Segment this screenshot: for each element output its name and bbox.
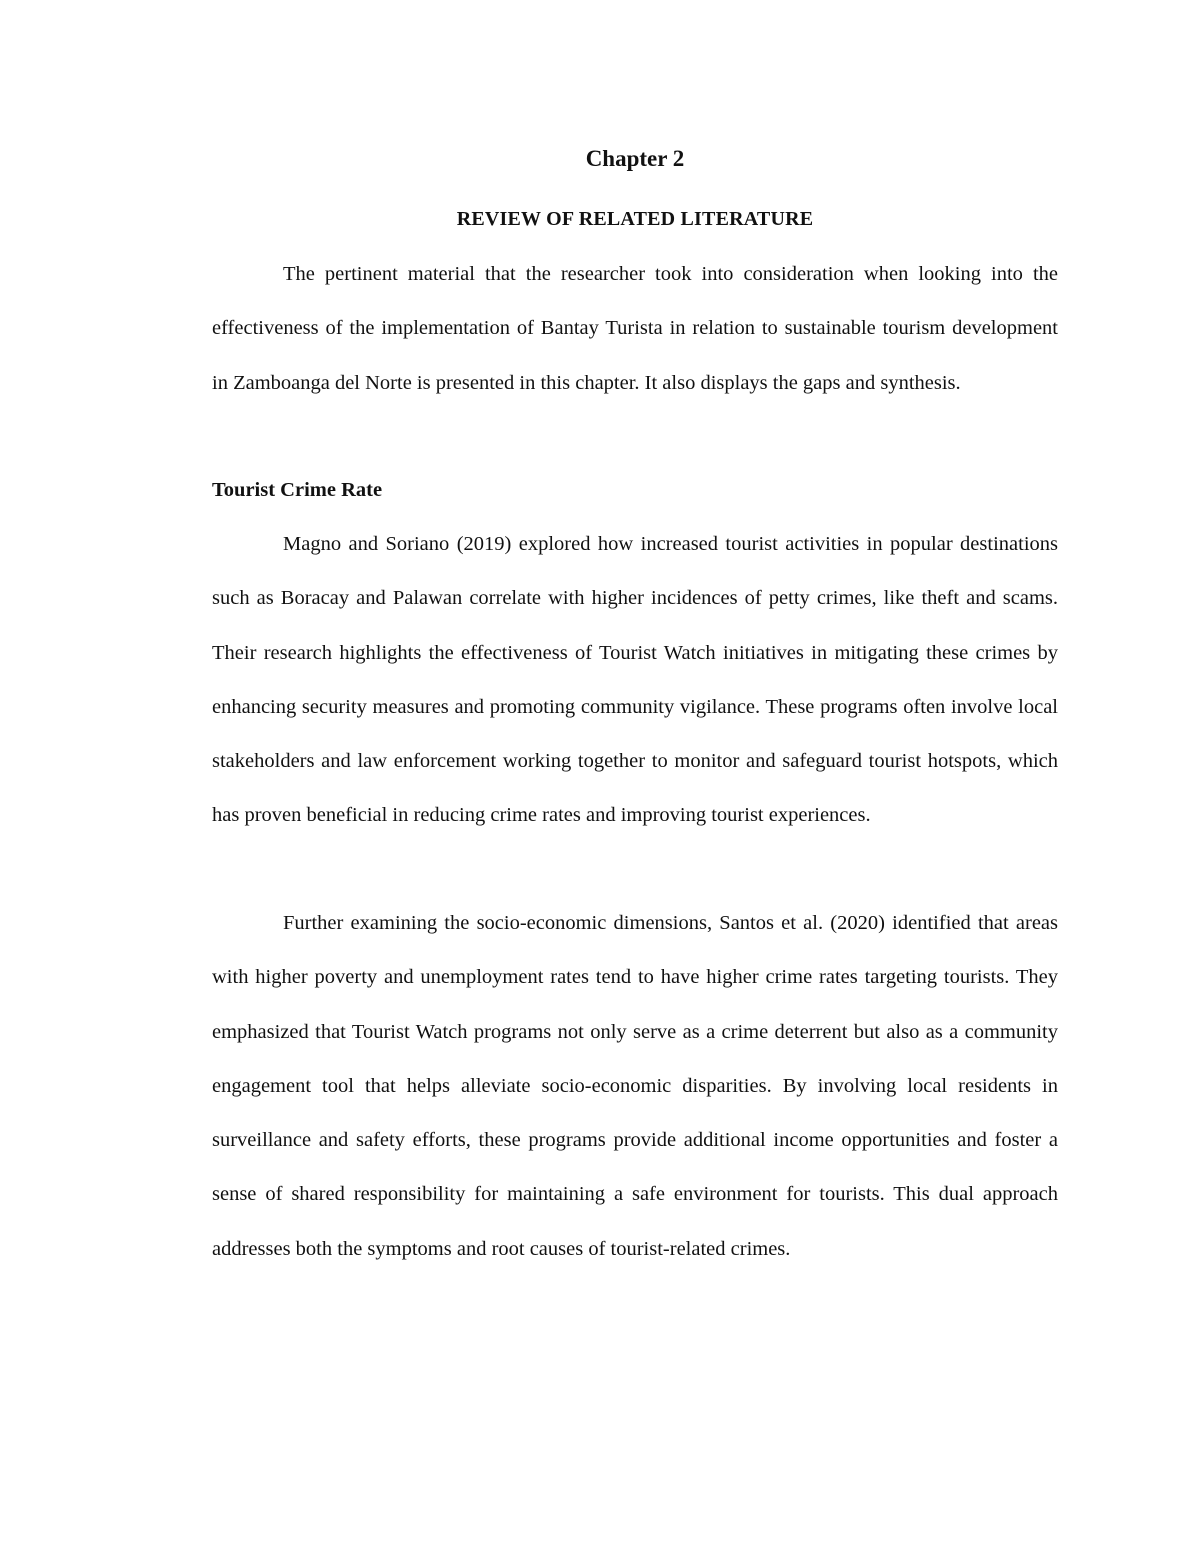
subheading-tourist-crime-rate: Tourist Crime Rate bbox=[212, 479, 383, 501]
intro-paragraph: The pertinent material that the researcher took into consideration when looking into the effectiveness of the implementation of Bantay Turista in relation to sustainable tourism development in Zamboanga del Norte is presented in this chapter. It also displays the gaps and synthesis. bbox=[212, 263, 1058, 394]
section-heading: REVIEW OF RELATED LITERATURE bbox=[456, 208, 814, 230]
chapter-title: Chapter 2 bbox=[585, 146, 685, 171]
body-paragraph: Further examining the socio-economic dimensions, Santos et al. (2020) identified that areas with higher poverty and unemployment rates tend to have higher crime rates targeting tourists. They emphasized that Tourist Watch programs not only serve as a crime deterrent but also as a community engagement tool that helps alleviate socio-economic disparities. By involving local residents in surveillance and safety efforts, these programs provide additional income opportunities and foster a sense of shared responsibility for maintaining a safe environment for tourists. This dual approach addresses both the symptoms and root causes of tourist-related crimes. bbox=[212, 912, 1058, 1260]
body-paragraph: Magno and Soriano (2019) explored how increased tourist activities in popular destinations such as Boracay and Palawan correlate with higher incidences of petty crimes, like theft and scams. Their research highlights the effectiveness of Tourist Watch initiatives in mitigating these crimes by enhancing security measures and promoting community vigilance. These programs often involve local stakeholders and law enforcement working together to monitor and safeguard tourist hotspots, which has proven beneficial in reducing crime rates and improving tourist experiences. bbox=[212, 533, 1058, 827]
